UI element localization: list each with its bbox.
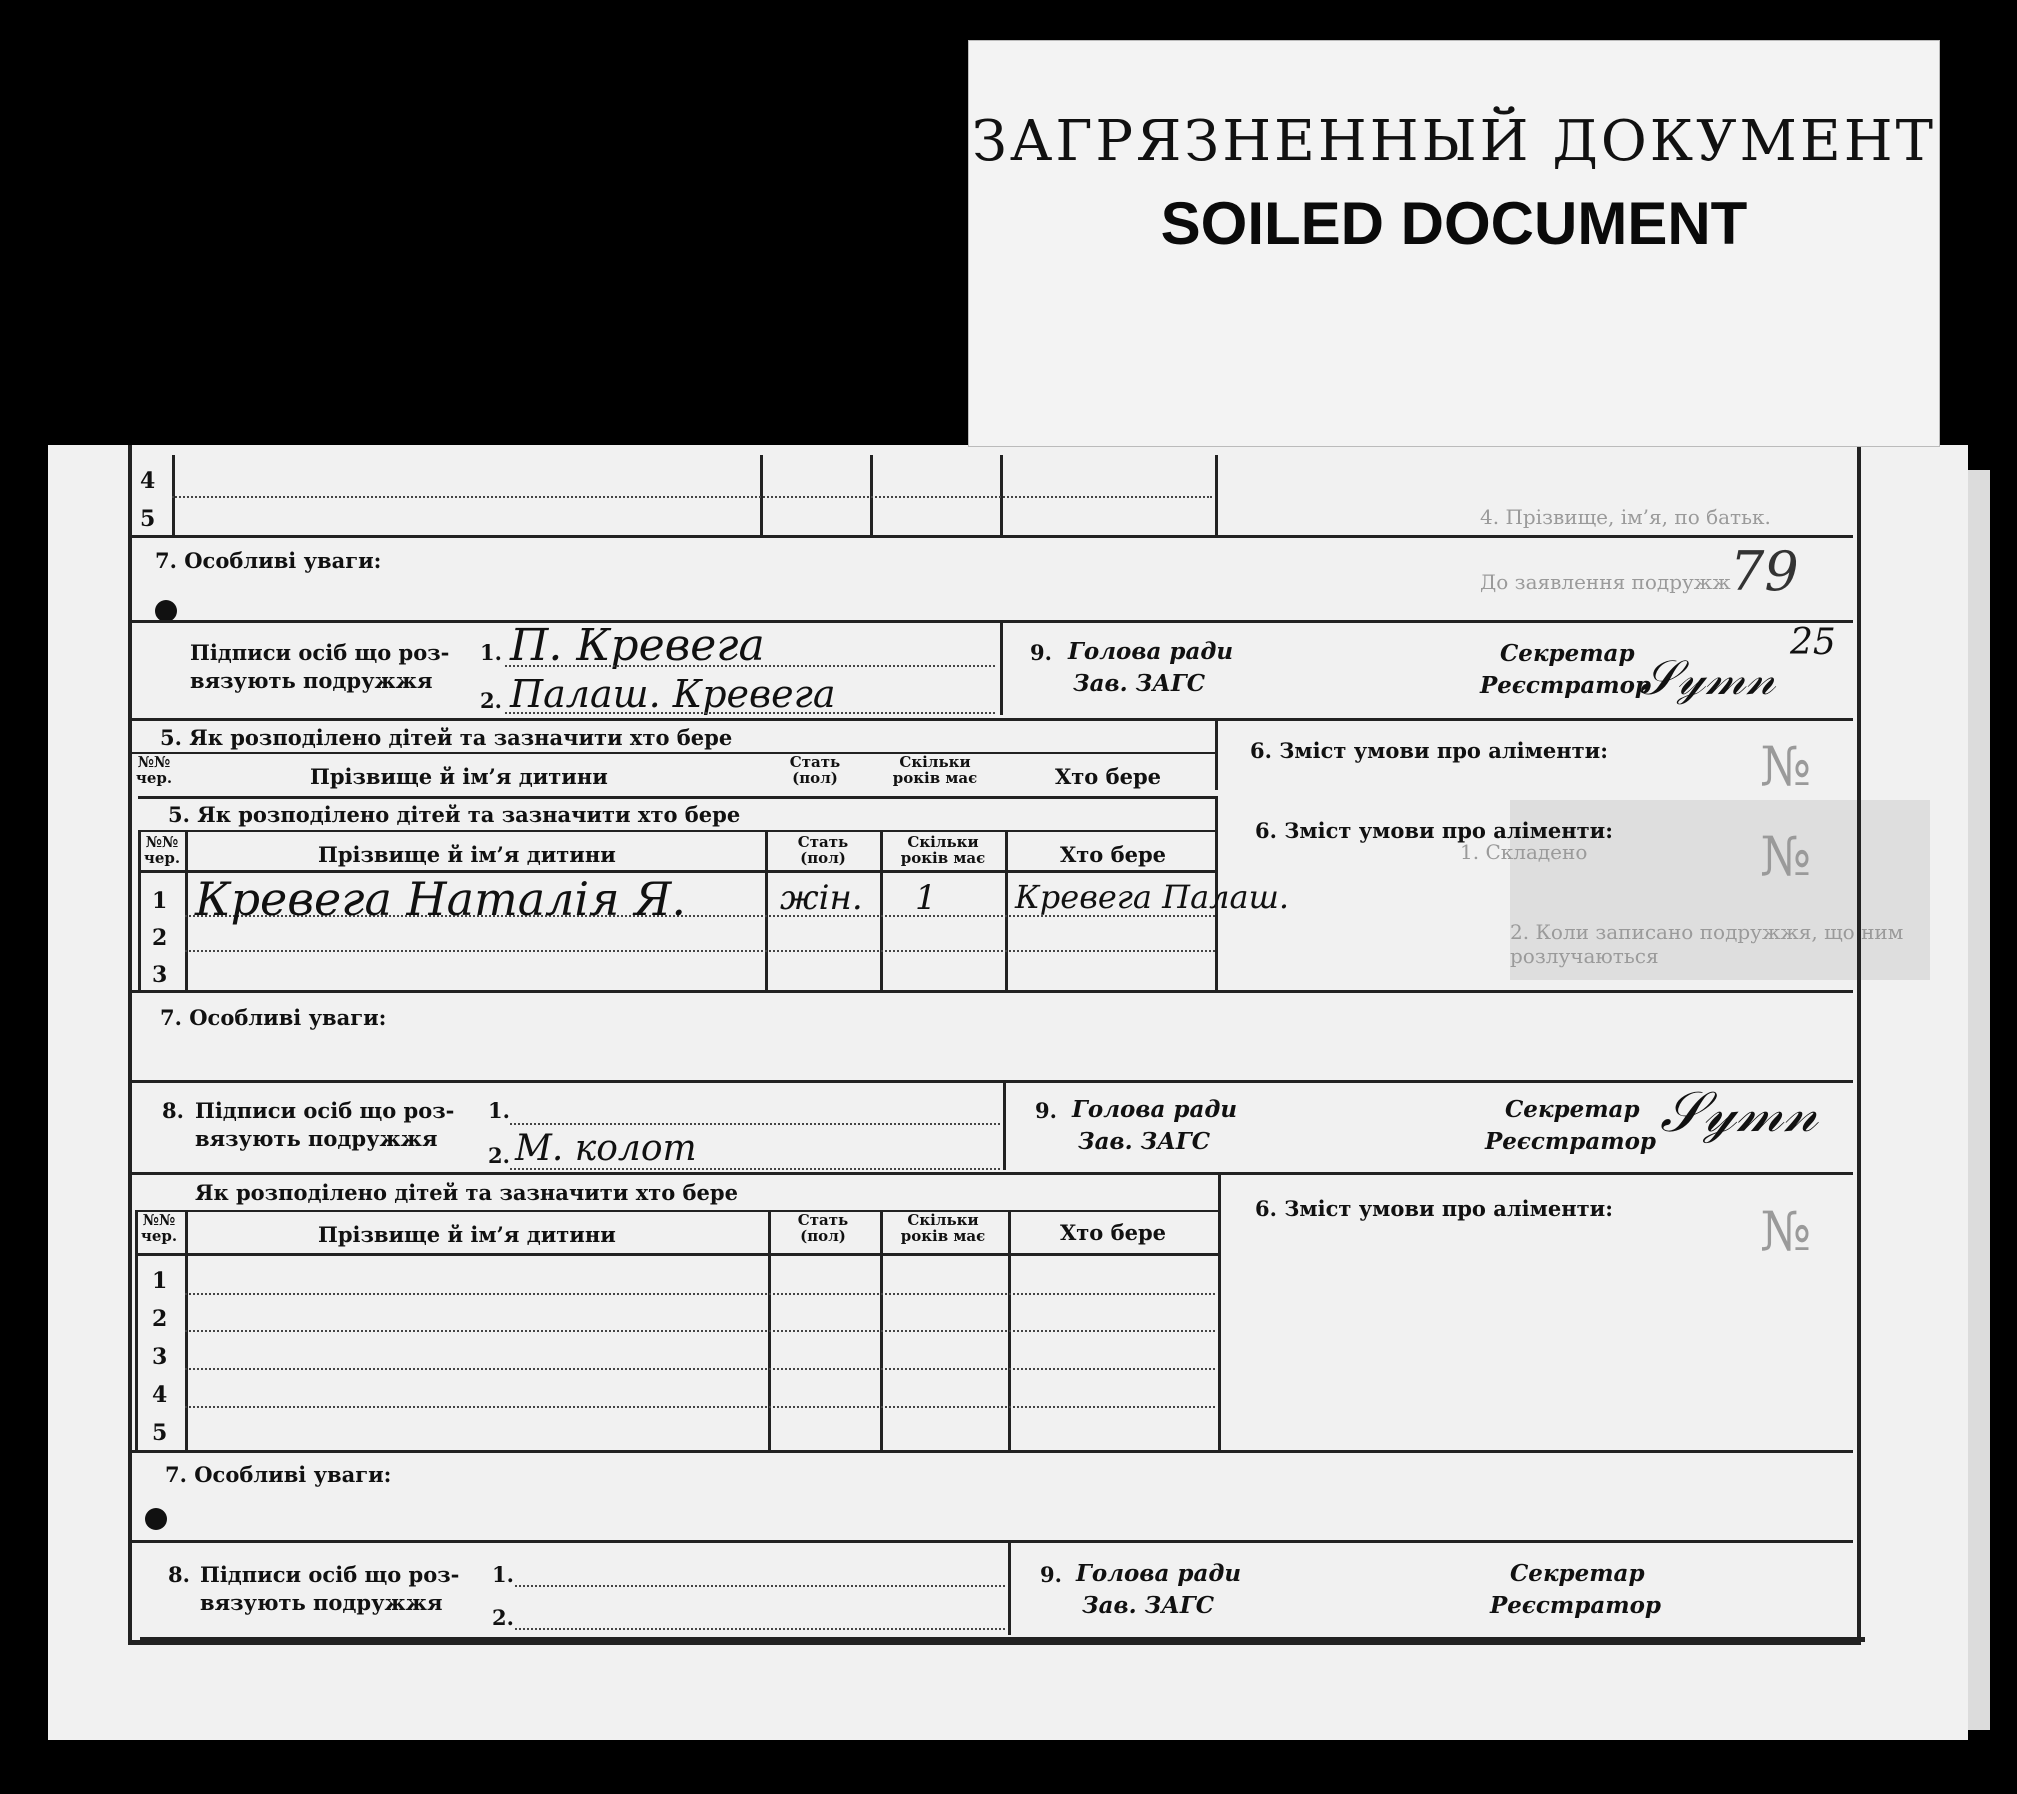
signature-2-a: Палаш. Кревега — [510, 672, 836, 716]
sign-label-d-2: вязують подружжя — [200, 1590, 443, 1615]
remarks-label-c: 7. Особливі уваги: — [160, 1005, 387, 1030]
head-label-c: Голова ради — [1072, 1096, 1238, 1123]
rule — [870, 455, 873, 535]
signature-2-c: М. колот — [515, 1128, 697, 1169]
row-number-c-3: 3 — [152, 962, 168, 988]
rule — [128, 752, 1216, 754]
col-age-c: Скільки років має — [900, 833, 986, 867]
rule — [128, 455, 131, 535]
pencil-number: 79 — [1730, 540, 1799, 603]
rule — [140, 1637, 1865, 1642]
remarks-label-top: 7. Особливі уваги: — [155, 548, 382, 573]
col-no-c: №№ чер. — [143, 833, 181, 867]
col-age-d: Скільки років має — [900, 1211, 986, 1245]
rule — [185, 1406, 1215, 1408]
rule — [1218, 1172, 1221, 1450]
child-name-handwritten: Кревега Наталія Я. — [195, 872, 686, 926]
rule — [128, 1172, 1853, 1175]
rule — [128, 1080, 1853, 1083]
row-number-5: 5 — [140, 506, 156, 532]
label-english-text: SOILED DOCUMENT — [1160, 190, 1748, 257]
row-number-d-5: 5 — [152, 1420, 168, 1446]
rule — [135, 1253, 1218, 1256]
sign-2-num-a: 2. — [480, 688, 502, 713]
rule — [515, 1628, 1005, 1630]
sign-2-num-c: 2. — [488, 1143, 510, 1168]
rule — [138, 830, 141, 990]
secretary-label-c: Секретар — [1505, 1096, 1640, 1123]
head-label-d: Голова ради — [1076, 1560, 1242, 1587]
rule — [128, 718, 1853, 721]
ghost-text-before: До заявлення подружж — [1480, 570, 1731, 594]
children-label-c: 5. Як розподілено дітей та зазначити хто бере — [168, 802, 741, 827]
rule — [185, 830, 188, 990]
secretary-label-a: Секретар — [1500, 640, 1635, 667]
col-no-d: №№ чер. — [140, 1211, 178, 1245]
children-label-b: 5. Як розподілено дітей та зазначити хто бере — [160, 725, 733, 750]
label-russian-text: ЗАГРЯЗНЕННЫЙ ДОКУМЕНТ — [972, 109, 1936, 174]
rule — [138, 830, 1216, 832]
signature-1-a: П. Кревега — [510, 620, 765, 671]
remarks-label-d: 7. Особливі уваги: — [165, 1462, 392, 1487]
handwritten-number: 25 — [1790, 622, 1836, 663]
secretary-label-d: Секретар — [1510, 1560, 1645, 1587]
head-num-d: 9. — [1040, 1562, 1062, 1587]
head-num-c: 9. — [1035, 1098, 1057, 1123]
col-sex-b: Стать (пол) — [789, 753, 841, 787]
sign-num-d: 8. — [168, 1562, 190, 1587]
rule — [128, 620, 1853, 623]
rule — [510, 1123, 1000, 1125]
col-who-b: Хто бере — [1055, 764, 1162, 789]
rule — [1005, 830, 1008, 990]
row-number-d-3: 3 — [152, 1344, 168, 1370]
rule — [185, 1293, 1215, 1295]
rule — [505, 665, 995, 667]
children-label-d: Як розподілено дітей та зазначити хто бере — [195, 1180, 738, 1205]
col-who-c: Хто бере — [1060, 842, 1167, 867]
head-num-a: 9. — [1030, 640, 1052, 665]
registrar-label-d: Реєстратор — [1490, 1592, 1662, 1619]
rule — [505, 712, 995, 714]
rule — [128, 535, 1853, 538]
rule — [185, 1368, 1215, 1370]
registrar-label-a: Реєстратор — [1480, 672, 1652, 699]
rule — [1000, 620, 1003, 715]
rule — [172, 455, 175, 535]
alimony-label-b: 6. Зміст умови про аліменти: — [1250, 738, 1608, 763]
row-number-d-4: 4 — [152, 1382, 168, 1408]
rule — [185, 950, 1215, 952]
col-name-c: Прізвище й ім’я дитини — [318, 842, 616, 867]
rule — [765, 830, 768, 990]
row-number-c-2: 2 — [152, 925, 168, 951]
row-number-c-1: 1 — [152, 888, 168, 914]
ghost-number-sign-3: № — [1760, 1200, 1812, 1263]
col-name-d: Прізвище й ім’я дитини — [318, 1222, 616, 1247]
ghost-text-made: 1. Складено — [1460, 840, 1588, 864]
zags-label-a: Зав. ЗАГС — [1073, 670, 1206, 697]
sign-num-c: 8. — [162, 1098, 184, 1123]
row-number-d-2: 2 — [152, 1306, 168, 1332]
sign-1-num-a: 1. — [480, 640, 502, 665]
col-age-b: Скільки років має — [892, 753, 978, 787]
sign-label-d: Підписи осіб що роз- — [200, 1562, 460, 1587]
rule — [172, 496, 1212, 498]
child-who-handwritten: Кревега Палаш. — [1015, 878, 1290, 916]
sign-1-num-d: 1. — [492, 1562, 514, 1587]
rule — [138, 796, 1216, 799]
child-age-handwritten: 1 — [915, 878, 937, 918]
alimony-label-c: 6. Зміст умови про аліменти: — [1255, 818, 1613, 843]
zags-label-d: Зав. ЗАГС — [1082, 1592, 1215, 1619]
rule — [515, 1585, 1005, 1587]
rule — [1003, 1080, 1006, 1170]
rule — [135, 1210, 138, 1450]
ghost-number-sign-2: № — [1760, 825, 1812, 888]
registrar-label-c: Реєстратор — [1485, 1128, 1657, 1155]
rule — [135, 1210, 1218, 1212]
ink-spot-2 — [145, 1508, 167, 1530]
rule — [1008, 1540, 1011, 1635]
rule — [1215, 455, 1218, 535]
ghost-text-husband: 4. Прізвище, ім’я, по батьк. — [1480, 505, 1771, 529]
row-number-d-1: 1 — [152, 1268, 168, 1294]
child-sex-handwritten: жін. — [780, 878, 863, 918]
sign-2-num-d: 2. — [492, 1605, 514, 1630]
col-who-d: Хто бере — [1060, 1220, 1167, 1245]
secretary-signature-c: 𝒮𝓎𝓂𝓃 — [1660, 1080, 1818, 1145]
rule — [128, 1450, 1853, 1453]
ghost-text-when: 2. Коли записано подружжя, що ним розлучаються — [1510, 920, 1904, 968]
ink-spot — [155, 600, 177, 622]
col-no-b: №№ чер. — [135, 753, 173, 787]
soiled-document-label — [968, 40, 1940, 447]
head-label-a: Голова ради — [1068, 638, 1234, 665]
sign-1-num-c: 1. — [488, 1098, 510, 1123]
sign-label-c: Підписи осіб що роз- — [195, 1098, 455, 1123]
rule — [128, 990, 1853, 993]
col-name-b: Прізвище й ім’я дитини — [310, 764, 608, 789]
sign-label-a: Підписи осіб що роз- — [190, 640, 450, 665]
row-number-4: 4 — [140, 468, 156, 494]
rule — [128, 1540, 1853, 1543]
sign-label-c-2: вязують подружжя — [195, 1126, 438, 1151]
rule — [185, 1330, 1215, 1332]
alimony-label-d: 6. Зміст умови про аліменти: — [1255, 1196, 1613, 1221]
rule — [880, 830, 883, 990]
col-sex-d: Стать (пол) — [797, 1211, 849, 1245]
zags-label-c: Зав. ЗАГС — [1078, 1128, 1211, 1155]
secretary-signature-a: 𝒮𝓎𝓂𝓃 — [1640, 650, 1776, 706]
rule — [1000, 455, 1003, 535]
ghost-number-sign: № — [1760, 735, 1812, 798]
sign-label-a-2: вязують подружжя — [190, 668, 433, 693]
rule — [1215, 718, 1218, 790]
col-sex-c: Стать (пол) — [797, 833, 849, 867]
rule — [760, 455, 763, 535]
